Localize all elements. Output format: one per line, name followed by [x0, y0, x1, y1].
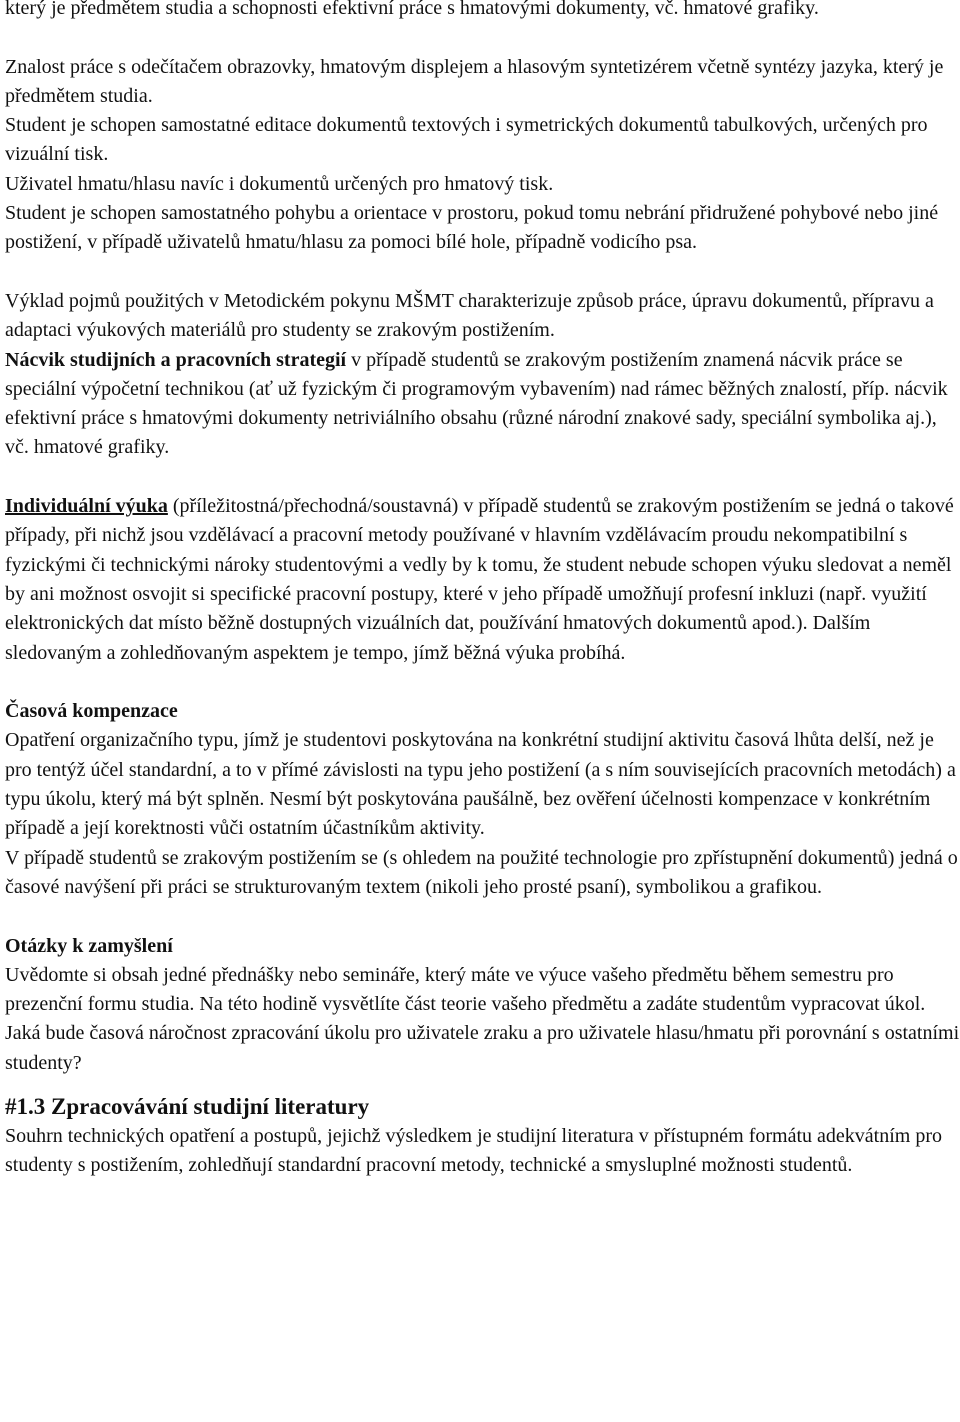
spacer: [5, 668, 960, 697]
casova-paragraph-2: V případě studentů se zrakovým postižením se (s ohledem na použité technologie pro zpřístupnění dokumentů) jedná o časové navýšení při práci se strukturovaným textem (nikoli jeho prosté psaní), symbolikou a grafikou.: [5, 846, 958, 898]
spacer: [5, 463, 960, 492]
casova-paragraph-1: Opatření organizačního typu, jímž je studentovi poskytována na konkrétní studijní aktivitu časová lhůta delší, než je pro tentýž účel standardní, a to v přímé závislosti na typu jeho postižení (a s ním souvisejících pracovních metodách) a typu úkolu, který má být splněn. Nesmí být poskytována paušálně, bez ověření účelnosti kompenzace v konkrétním případě a její korektnosti vůči ostatním účastníkům aktivity.: [5, 729, 956, 840]
otazky-heading: Otázky k zamyšlení: [5, 934, 173, 957]
document-page: [5, 0, 960, 1181]
intro-paragraph-4: Uživatel hmatu/hlasu navíc i dokumentů určených pro hmatový tisk.: [5, 172, 554, 195]
strategie-text: v případě studentů se zrakovým postižením znamená nácvik práce se speciální výpočetní technikou (ať už fyzickým či programovým vybavením) nad rámec běžných znalostí, příp. nácvik efektivní práce s hmatovými dokumenty netriviálního obsahu (různé národní znakové sady, speciální symbolika aj.), vč. hmatové grafiky.: [5, 348, 948, 459]
intro-paragraph-2: Znalost práce s odečítačem obrazovky, hmatovým displejem a hlasovým syntetizérem včetně syntézy jazyka, který je předmětem studia.: [5, 55, 944, 107]
casova-heading: Časová kompenzace: [5, 700, 178, 723]
intro-paragraph-1: který je předmětem studia a schopnosti efektivní práce s hmatovými dokumenty, vč. hmatové grafiky.: [5, 0, 819, 19]
individual-paragraph: [5, 492, 960, 668]
spacer: [5, 258, 960, 287]
section-heading: #1.3 Zpracovávání studijní literatury: [5, 1093, 370, 1119]
intro-paragraph-3: Student je schopen samostatné editace dokumentů textových i symetrických dokumentů tabulkových, určených pro vizuální tisk.: [5, 114, 928, 166]
vyklad-paragraph: Výklad pojmů použitých v Metodickém pokynu MŠMT charakterizuje způsob práce, úpravu dokumentů, přípravu a adaptaci výukových materiálů pro studenty se zrakovým postižením.: [5, 289, 934, 342]
spacer: [5, 23, 960, 52]
individual-text: (příležitostná/přechodná/soustavná) v případě studentů se zrakovým postižením se jedná o takové případy, při nichž jsou vzdělávací a pracovní metody používané v hlavním vzdělávacím proudu nekompatibilní s fyzickými či technickými nároky studentovými a vedly by k tomu, že student nebude schopen výuku sledovat a neměl by ani možnost osvojit si specifické pracovní postupy, které v jeho případě umožňují profesní inkluzi (např. využití elektronických dat místo běžně dostupných vizuálních dat, používání hmatových dokumentů apod.). Dalším sledovaným a zohledňovaným aspektem je tempo, jímž běžná výuka probíhá.: [5, 495, 954, 664]
spacer: [5, 902, 960, 931]
strategie-term: Nácvik studijních a pracovních strategií: [5, 348, 347, 371]
intro-paragraph-5: Student je schopen samostatného pohybu a orientace v prostoru, pokud tomu nebrání přidružené pohybové nebo jiné postižení, v případě uživatelů hmatu/hlasu za pomoci bílé hole, případně vodicího psa.: [5, 202, 939, 254]
otazky-paragraph: Uvědomte si obsah jedné přednášky nebo semináře, který máte ve výuce vašeho předmětu během semestru pro prezenční formu studia. Na této hodině vysvětlíte část teorie vašeho předmětu a zadáte studentům vypracovat úkol. Jaká bude časová náročnost zpracování úkolu pro uživatele zraku a pro uživatele hlasu/hmatu při porovnání s ostatními studenty?: [5, 963, 960, 1074]
spacer: [5, 1078, 960, 1092]
section-paragraph: Souhrn technických opatření a postupů, jejichž výsledkem je studijní literatura v přístupném formátu adekvátním pro studenty s postižením, zohledňují standardní pracovní metody, technické a smysluplné možnosti studentů.: [5, 1124, 942, 1177]
individual-term: Individuální výuka: [5, 495, 168, 518]
strategie-paragraph: [5, 346, 960, 463]
